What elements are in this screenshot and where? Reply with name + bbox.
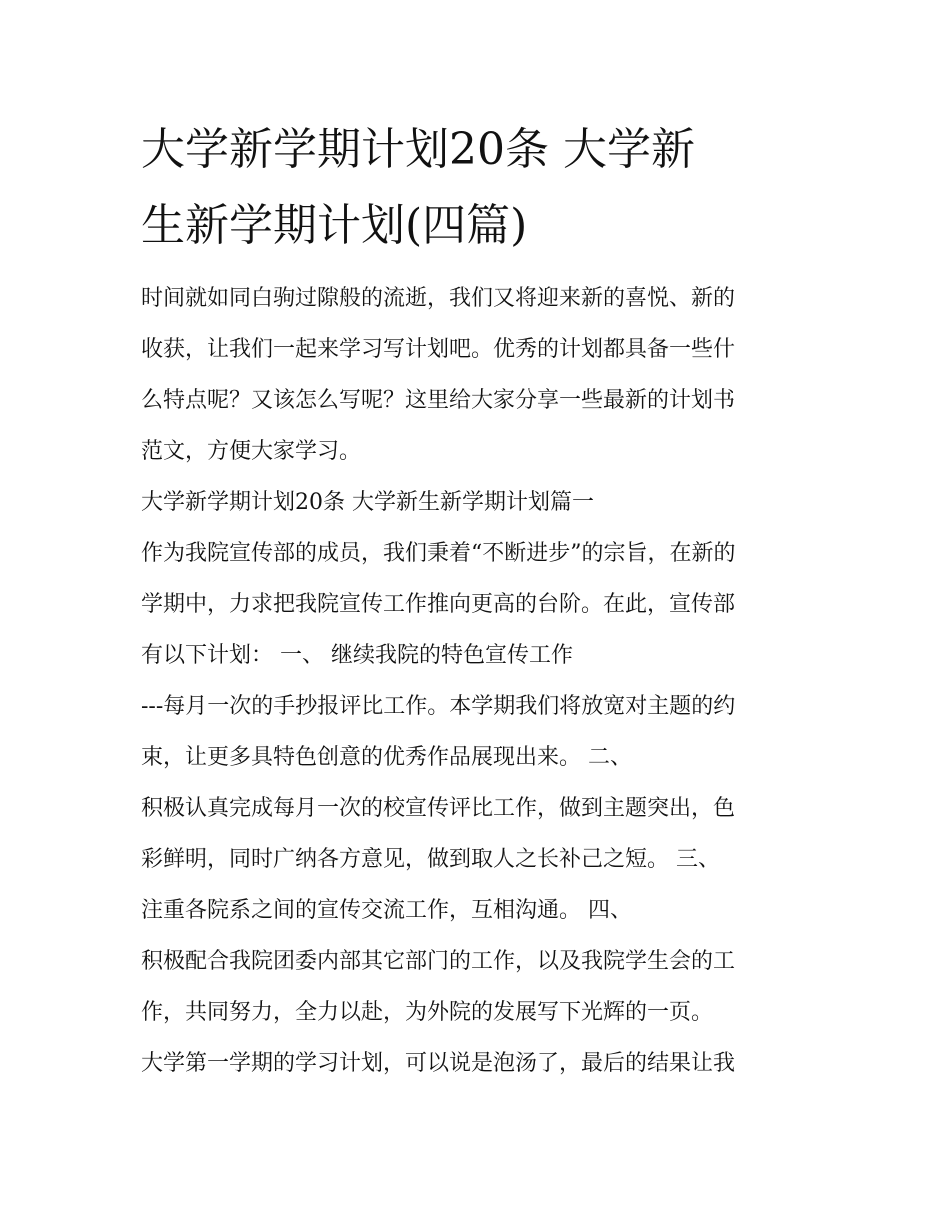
body-line-3: 么特点呢？又该怎么写呢？这里给大家分享一些最新的计划书: [141, 388, 736, 413]
body-line-1: 时间就如同白驹过隙般的流逝，我们又将迎来新的喜悦、新的: [141, 286, 736, 311]
document-content: [141, 112, 813, 1082]
body-line-11: 积极认真完成每月一次的校宣传评比工作，做到主题突出，色: [141, 796, 736, 821]
body-line-14: 积极配合我院团委内部其它部门的工作，以及我院学生会的工: [141, 949, 736, 974]
body-line-8: 有以下计划： 一、 继续我院的特色宣传工作: [141, 643, 573, 668]
body-line-4: 范文，方便大家学习。: [141, 439, 362, 464]
document-body: [141, 281, 813, 1082]
title-line-1: 大学新学期计划20条 大学新: [141, 124, 695, 175]
body-line-10: 束，让更多具特色创意的优秀作品展现出来。 二、: [141, 745, 632, 770]
body-line-13: 注重各院系之间的宣传交流工作，互相沟通。 四、: [141, 898, 632, 923]
body-line-9: ---每月一次的手抄报评比工作。本学期我们将放宽对主题的约: [141, 694, 736, 719]
body-line-12: 彩鲜明，同时广纳各方意见，做到取人之长补己之短。 三、: [141, 847, 720, 872]
body-line-16: 大学第一学期的学习计划，可以说是泡汤了，最后的结果让我: [141, 1051, 736, 1076]
document-title: [141, 112, 781, 264]
body-line-6: 作为我院宣传部的成员，我们秉着“不断进步”的宗旨，在新的: [141, 541, 736, 566]
title-line-2: 生新学期计划(四篇): [141, 200, 528, 251]
body-line-7: 学期中，力求把我院宣传工作推向更高的台阶。在此，宣传部: [141, 592, 736, 617]
section-heading: 大学新学期计划20条 大学新生新学期计划篇一: [141, 490, 594, 515]
body-line-15: 作，共同努力，全力以赴，为外院的发展写下光辉的一页。: [141, 1000, 714, 1025]
body-line-2: 收获，让我们一起来学习写计划吧。优秀的计划都具备一些什: [141, 337, 736, 362]
